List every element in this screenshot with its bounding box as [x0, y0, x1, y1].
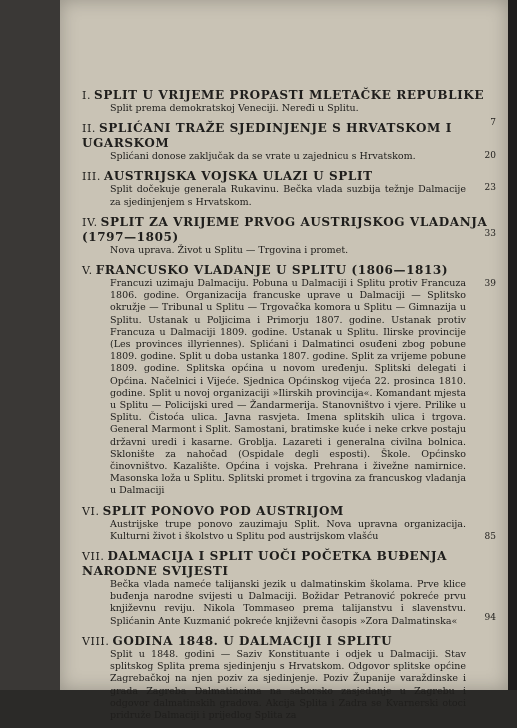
page-number: 33 [484, 228, 496, 239]
entry-title: SPLIT PONOVO POD AUSTRIJOM [102, 503, 344, 518]
entry-heading [82, 169, 502, 184]
table-of-contents [82, 88, 502, 728]
page-number: 7 [490, 118, 496, 128]
entry-number: V. [82, 264, 93, 278]
entry-summary: Austrijske trupe ponovo zauzimaju Split. Nova upravna organizacija. Kulturni život i školstvo u Splitu pod austrijskom vlašću [110, 518, 466, 542]
toc-entry-4 [82, 215, 502, 257]
page-number: 94 [484, 613, 496, 624]
entry-summary: Nova uprava. Život u Splitu — Trgovina i promet. [110, 244, 349, 256]
entry-title: FRANCUSKO VLADANJE U SPLITU (1806—1813) [95, 263, 449, 278]
entry-title: AUSTRIJSKA VOJSKA ULAZI U SPLIT [103, 169, 373, 184]
entry-number: IV. [82, 215, 98, 229]
toc-entry-8 [82, 634, 502, 722]
entry-heading [82, 504, 502, 519]
entry-heading [82, 215, 502, 245]
entry-number: III. [82, 170, 101, 184]
toc-entry-2 [82, 121, 502, 163]
entry-summary: Francuzi uzimaju Dalmaciju. Pobuna u Dalmaciji i Splitu protiv Francuza 1806. godine. Organizacija francuske uprave u Dalmaciji — Splitsko okružje — Tribunal u Splitu — Trgovačka komora u Splitu — Gimnazija u Splitu. Ustanak u Poljicima i Primorju 1807. godine. Ustanak protiv Francuza u Dalmaciji 1809. godine. Ustanak u Splitu. Ilirske provincije (Les provinces illyriennes). Splićani i Dalmatinci osuđeni zbog pobune 1809. godine. Split u doba ustanka 1807. godine. Split za vrijeme pobune 1809. godine. Splitska općina u novom uređenju. Splitski delegati i Općina. Načelnici i Vijeće. Sjednica Općinskog vijeća 22. prosinca 1810. godine. Split u novoj organizaciji »Ilirskih provincija«. Komandant mjesta u Splitu — Policijski ured — Žandarmerija. Stanovništvo i vjere. Prilike u Splitu. Čistoća ulica. Javna rasvjeta. Imena splitskih ulica i trgova. General Marmont i Split. Samostani, bratimske kuće i neke crkve postaju državni uredi i kasarne. Groblja. Lazareti i generalna civilna bolnica. Sklonište za nahočad (Ospidale degli esposti). Škole. Općinsko činovništvo. Kazalište. Općina i vojska. Prehrana i živežne namirnice. Masonska loža u Splitu. Splitski promet i trgovina za francuskog vladanja u Dalmaciji [110, 278, 466, 497]
entry-number: VI. [82, 504, 100, 518]
entry-number: II. [82, 122, 96, 136]
entry-heading [82, 263, 502, 278]
page-number: 85 [484, 531, 496, 542]
entry-title: GODINA 1848. U DALMACIJI I SPLITU [112, 633, 393, 648]
entry-number: I. [82, 89, 92, 102]
left-page-edge [0, 0, 60, 690]
entry-title: SPLIĆANI TRAŽE SJEDINJENJE S HRVATSKOM I UGARSKOM [82, 121, 452, 151]
entry-title: SPLIT U VRIJEME PROPASTI MLETAČKE REPUBLIKE [94, 88, 485, 102]
entry-summary: Split dočekuje generala Rukavinu. Bečka vlada suzbija težnje Dalmacije za sjedinjenjem s Hrvatskom. [110, 184, 466, 208]
toc-entry-3 [82, 169, 502, 208]
entry-heading [82, 88, 502, 103]
page-number: 39 [484, 279, 496, 290]
entry-summary: Split u 1848. godini — Saziv Konstituante i odjek u Dalmaciji. Stav splitskog Splita prema sjedinjenju s Hrvatskom. Odgovor splitske općine Zagrebačkoj na njen poziv za sjedinjenje. Poziv Županije varaždinske i grada Zagreba Dalmatincima na saborsko zasjedanje u Zagrebu i odgovor dalmatinskih gradova. Akcija Splita i Zadra se Kvarnerski otoci pridruže Dalmaciji i prijedlog Splita za [110, 648, 466, 721]
entry-heading [82, 549, 502, 579]
page-number: 20 [484, 151, 496, 162]
entry-summary: Bečka vlada nameće talijanski jezik u dalmatinskim školama. Prve klice buđenja narodne svijesti u Dalmaciji. Božidar Petranović pokreće prvu književnu reviju. Nikola Tommaseo prema talijanstvu i slavenstvu. Splićanin Ante Kuzmanić pokreće književni časopis »Zora Dalmatinska« [110, 579, 466, 627]
right-page-edge [508, 0, 517, 690]
entry-number: VII. [82, 550, 105, 564]
entry-title: SPLIT ZA VRIJEME PRVOG AUSTRIJSKOG VLADANJA (1797—1805) [82, 214, 488, 244]
entry-number: VIII. [82, 634, 110, 648]
toc-entry-5 [82, 263, 502, 498]
entry-title: DALMACIJA I SPLIT UOČI POČETKA BUĐENJA NARODNE SVIJESTI [82, 549, 448, 579]
page-number: 23 [484, 183, 496, 194]
toc-entry-6 [82, 504, 502, 543]
entry-summary: Splićani donose zaključak da se vrate u zajednicu s Hrvatskom. [110, 151, 416, 163]
entry-heading [82, 634, 502, 649]
toc-entry-1 [82, 88, 502, 128]
entry-summary: Split prema demokratskoj Veneciji. Neređi u Splitu. [110, 103, 359, 114]
entry-heading [82, 121, 502, 151]
toc-entry-7 [82, 549, 502, 628]
